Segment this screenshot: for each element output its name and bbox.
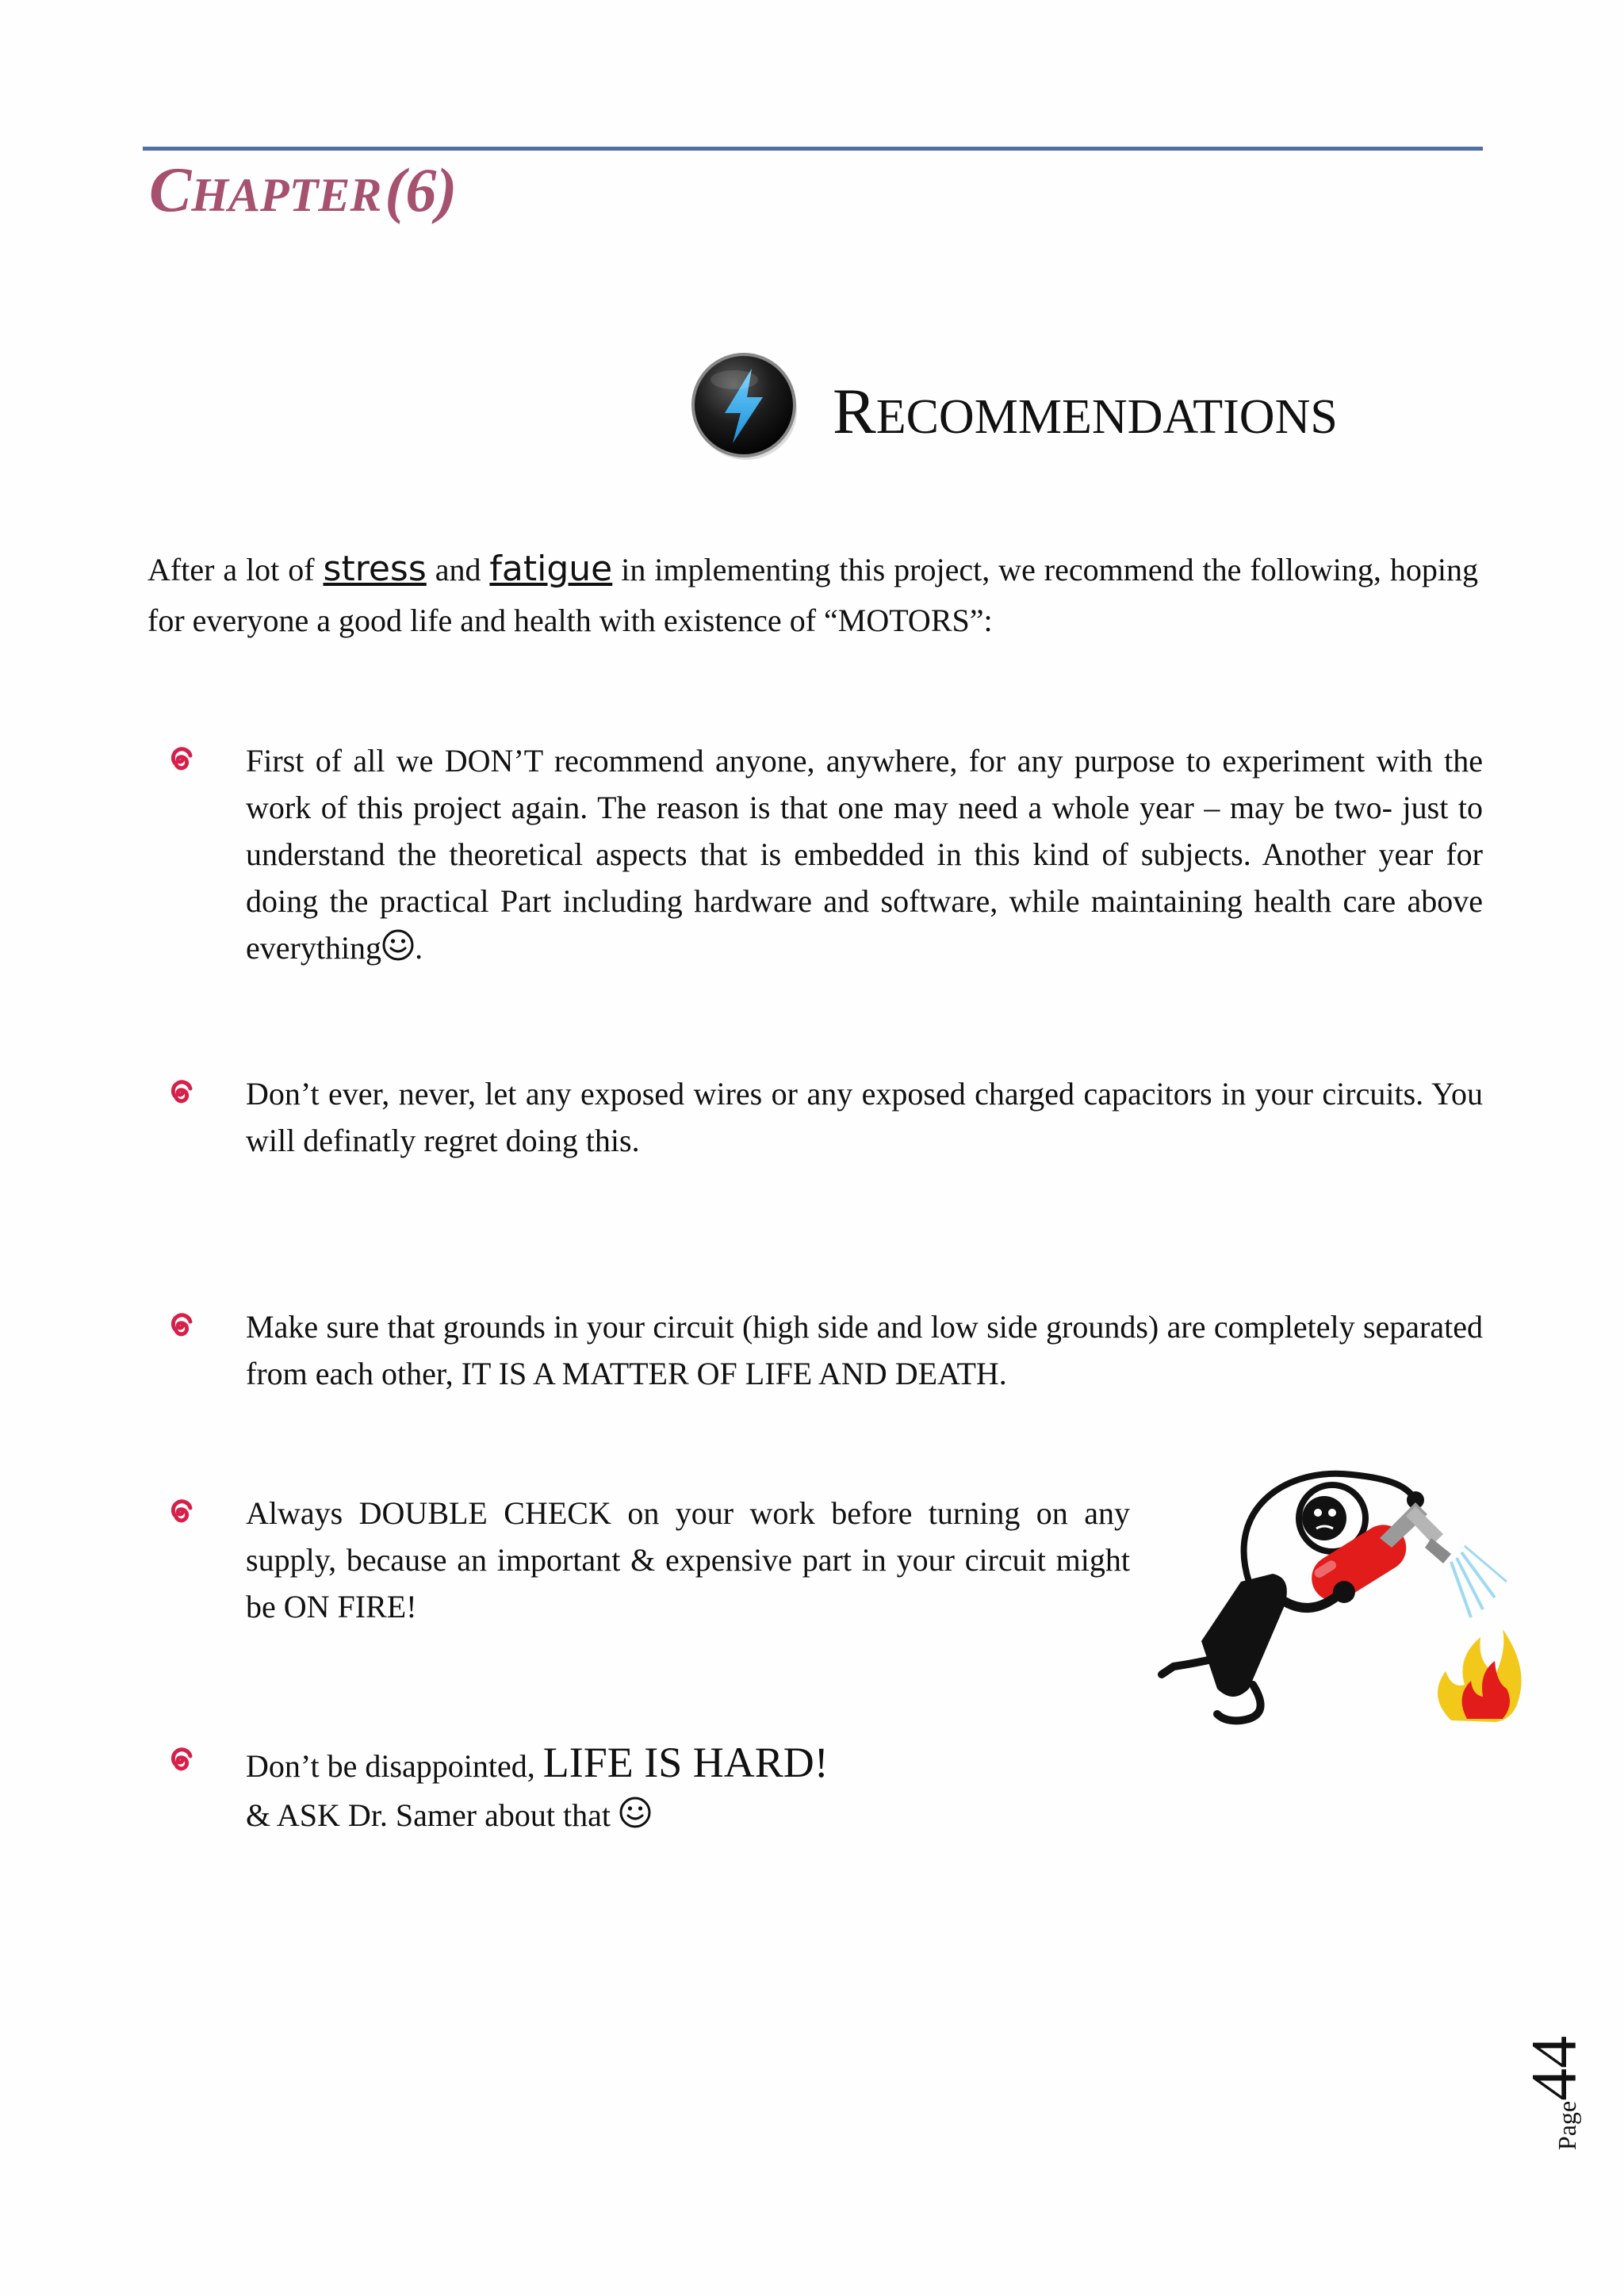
list-item-text: Don’t be disappointed, LIFE IS HARD! & ASK Dr. Samer about that xyxy=(246,1739,829,1833)
spiral-bullet-icon xyxy=(167,1498,195,1526)
list-item-text: Make sure that grounds in your circuit (high side and low side grounds) are completely separated from each other, IT IS A MATTER OF LIFE AND DEATH. xyxy=(246,1309,1483,1391)
lightning-bolt-icon xyxy=(690,351,799,461)
page-number: Page44 xyxy=(1518,2035,1590,2151)
intro-paragraph: After a lot of stress and fatigue in implementing this project, we recommend the following, hoping for everyone a good life and health with existence of “MOTORS”: xyxy=(147,549,1478,638)
spiral-bullet-icon xyxy=(167,1746,195,1774)
list-item-text: Don’t ever, never, let any exposed wires or any exposed charged capacitors in your circuits. You will definatly regret doing this. xyxy=(246,1076,1483,1158)
list-item-text: First of all we DON’T recommend anyone, anywhere, for any purpose to experiment with the work of this project again. The reason is that one may need a whole year – may be two- just to understand the theoretical aspects that is embedded in this kind of subjects. Another year for doing the practical Part including hardware and software, while maintaining health care above everything . xyxy=(246,743,1483,966)
smiley-icon xyxy=(381,928,415,962)
smiley-icon xyxy=(619,1796,652,1829)
recommendations-heading: RECOMMENDATIONS xyxy=(833,375,1338,447)
top-rule xyxy=(143,147,1483,151)
spiral-bullet-icon xyxy=(167,1311,195,1340)
fire-extinguisher-illustration xyxy=(1154,1459,1538,1732)
list-item-text: Always DOUBLE CHECK on your work before turning on any supply, because an important & expensive part in your circuit might be ON FIRE! xyxy=(246,1495,1130,1624)
spiral-bullet-icon xyxy=(167,745,195,774)
spiral-bullet-icon xyxy=(167,1078,195,1107)
chapter-title: CHAPTER (6) xyxy=(149,155,458,225)
